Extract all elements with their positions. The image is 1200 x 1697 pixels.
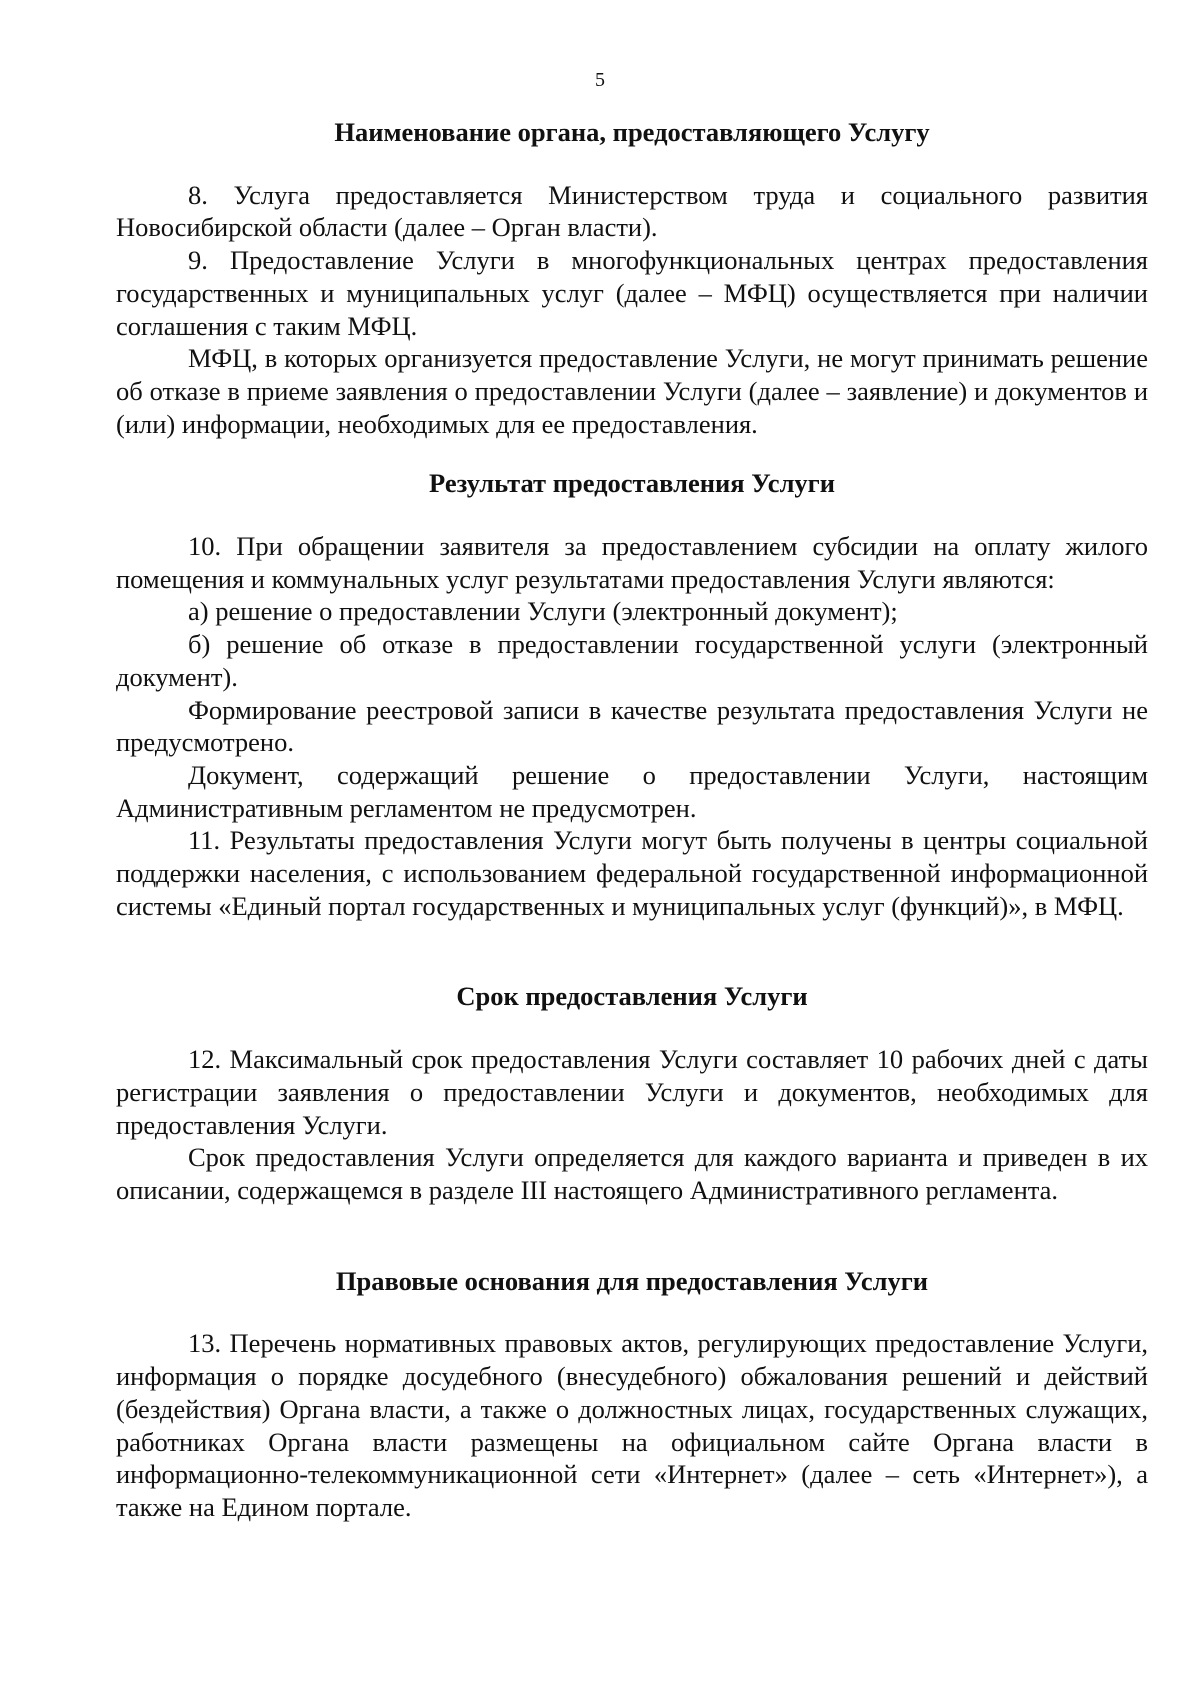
paragraph: 13. Перечень нормативных правовых актов, регулирующих предоставление Услуги, информация о порядке досудебного (внесудебного) обжалования решений и действий (бездействия) Органа власти, а также о должностных лицах, государственных служащих, работниках Органа власти размещены на официальном сайте Органа власти в информационно-телекоммуникационной сети «Интернет» (далее – сеть «Интернет»), а также на Едином портале. [116, 1328, 1148, 1522]
paragraph: Срок предоставления Услуги определяется для каждого варианта и приведен в их описании, содержащемся в разделе III настоящего Административного регламента. [116, 1142, 1148, 1205]
section-heading-authority: Наименование органа, предоставляющего Услугу [334, 117, 930, 147]
paragraph: 12. Максимальный срок предоставления Услуги составляет 10 рабочих дней с даты регистрации заявления о предоставлении Услуги и документов, необходимых для предоставления Услуги. [116, 1044, 1148, 1140]
paragraph: 8. Услуга предоставляется Министерством труда и социального развития Новосибирской области (далее – Орган власти). [116, 179, 1148, 243]
paragraph: Документ, содержащий решение о предоставлении Услуги, настоящим Административным регламентом не предусмотрен. [116, 759, 1148, 823]
paragraph: Формирование реестровой записи в качестве результата предоставления Услуги не предусмотрено. [116, 694, 1148, 758]
paragraph: МФЦ, в которых организуется предоставление Услуги, не могут принимать решение об отказе в приеме заявления о предоставлении Услуги (далее – заявление) и документов и (или) информации, необходимых для ее предоставления. [116, 343, 1148, 439]
section-heading-result: Результат предоставления Услуги [429, 468, 835, 499]
paragraph: а) решение о предоставлении Услуги (электронный документ); [188, 596, 898, 627]
document-body [116, 116, 1148, 1524]
paragraph: 10. При обращении заявителя за предоставлением субсидии на оплату жилого помещения и коммунальных услуг результатами предоставления Услуги являются: [116, 531, 1148, 594]
page-number: 5 [595, 69, 605, 91]
paragraph: б) решение об отказе в предоставлении государственной услуги (электронный документ). [116, 629, 1148, 692]
paragraph: 9. Предоставление Услуги в многофункциональных центрах предоставления государственных и муниципальных услуг (далее – МФЦ) осуществляется при наличии соглашения с таким МФЦ. [116, 245, 1148, 341]
section-heading-term: Срок предоставления Услуги [456, 981, 808, 1012]
section-heading-legal-basis: Правовые основания для предоставления Услуги [335, 1265, 929, 1296]
paragraph: 11. Результаты предоставления Услуги могут быть получены в центры социальной поддержки населения, с использованием федеральной государственной информационной системы «Единый портал государственных и муниципальных услуг (функций)», в МФЦ. [116, 825, 1148, 921]
